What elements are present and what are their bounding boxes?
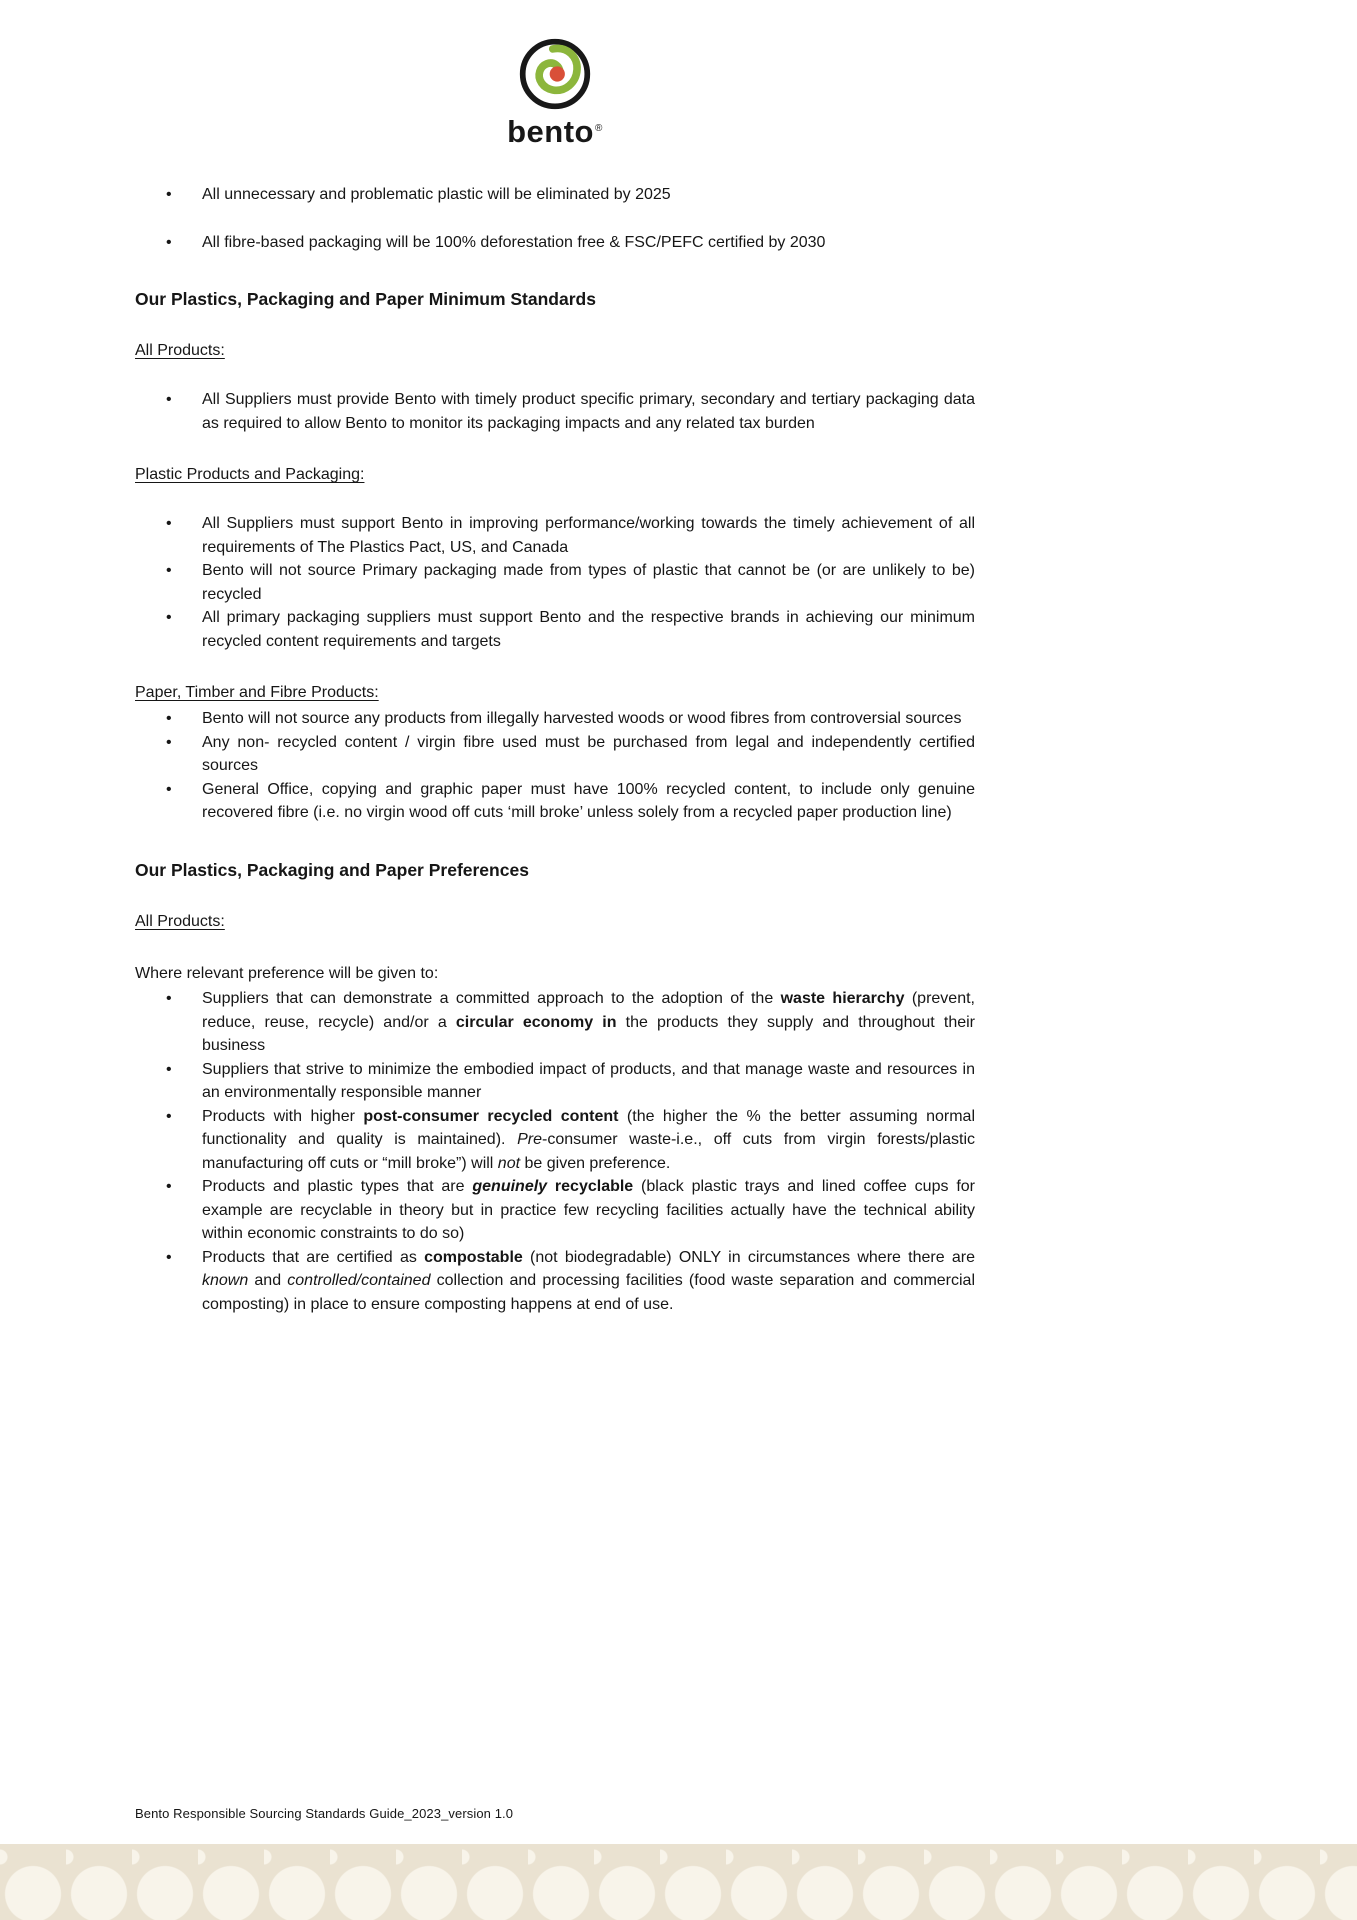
text-run: All unnecessary and problematic plastic will be eliminated by 2025 [202,186,671,203]
text-run: the products they supply and throughout their business [202,1013,976,1054]
text-run: All Suppliers must provide Bento with timely product specific primary, secondary and tertiary packaging data as required to allow Bento to monitor its packaging impacts and any related tax burden [202,391,975,432]
bullet-list [135,512,975,653]
bullet-item [135,707,975,731]
page-footer: Bento Responsible Sourcing Standards Guide_2023_version 1.0 [135,1806,514,1821]
section-heading: Our Plastics, Packaging and Paper Preferences [135,859,529,880]
text-run: (the higher the % the better assuming normal functionality and quality is maintained). [202,1107,975,1148]
bento-swirl-logo-icon [517,36,593,112]
subsection-heading: All Products: [135,342,225,359]
bullet-item [135,559,975,606]
text-run: All Suppliers must support Bento in improving performance/working towards the timely achievement of all requirements of The Plastics Pact, US, and Canada [202,515,975,556]
text-run: recyclable [554,1178,634,1195]
subsection-heading: All Products: [135,912,225,930]
bullet-item [135,1058,975,1105]
text-run [547,1178,555,1195]
text-run: Any non- recycled content / virgin fibre used must be purchased from legal and independently certified sources [202,733,975,774]
text-run: (not biodegradable) ONLY in circumstances where there are [522,1248,975,1266]
text-run: Bento will not source Primary packaging made from types of plastic that cannot be (or are unlikely to be) recycled [202,562,975,603]
text-run: Products and plastic types that are [202,1178,473,1195]
text-run: known [202,1272,249,1289]
text-run: not [497,1154,521,1172]
text-run: Suppliers that can demonstrate a committed approach to the adoption of the [202,990,781,1007]
bullet-item [135,1246,975,1317]
text-run: -consumer waste-i.e., off cuts from virgin forests/plastic manufacturing off cuts or “mill broke”) will [202,1131,976,1172]
bullet-item [135,987,975,1058]
bullet-list [135,987,975,1316]
bullet-item [135,1175,975,1246]
text-run: waste hierarchy [780,990,905,1007]
bullet-list [135,388,975,435]
document-body [135,158,975,1316]
bullet-item [135,512,975,559]
subsection-heading: Paper, Timber and Fibre Products: [135,684,379,701]
text-run: collection and processing facilities (food waste separation and commercial composting) in place to ensure composting happens at end of use. [202,1272,976,1313]
text-run: compostable [424,1248,523,1266]
text-run: Products that are certified as [202,1248,425,1266]
bullet-list [135,183,975,254]
bullet-item [135,731,975,778]
bullet-item [135,183,975,207]
text-run: post-consumer recycled content [363,1107,619,1125]
text-run: All primary packaging suppliers must support Bento and the respective brands in achieving our minimum recycled content requirements and targets [202,609,975,650]
bullet-item [135,606,975,653]
brand-logo [135,36,975,150]
bullet-item [135,1105,975,1176]
brand-name: bento [507,114,594,149]
subsection-heading: Plastic Products and Packaging: [135,466,365,483]
text-run: and [248,1272,288,1289]
text-run: All fibre-based packaging will be 100% deforestation free & FSC/PEFC certified by 2030 [202,233,826,251]
brand-wordmark [135,114,975,150]
text-run: circular economy in [455,1013,617,1031]
decorative-dots-border [0,1844,1357,1920]
trademark-symbol: ® [595,122,603,134]
text-run: Bento will not source any products from illegally harvested woods or wood fibres from controversial sources [202,710,962,727]
text-run: controlled/contained [287,1272,431,1289]
bullet-item [135,778,975,825]
bullet-list [135,707,975,825]
text-run: Products with higher [202,1107,364,1125]
bullet-item [135,231,975,255]
text-run: (black plastic trays and lined coffee cups for example are recyclable in theory but in practice few recycling facilities actually have the technical ability within economic constraints to do so) [202,1178,976,1242]
text-run: General Office, copying and graphic paper must have 100% recycled content, to include only genuine recovered fibre (i.e. no virgin wood off cuts ‘mill broke’ unless solely from a recycled paper production line) [202,780,975,821]
bullet-item [135,388,975,435]
section-heading: Our Plastics, Packaging and Paper Minimum Standards [135,289,596,309]
paragraph: Where relevant preference will be given to: [135,964,439,982]
text-run: genuinely [472,1178,548,1195]
text-run: (prevent, reduce, reuse, recycle) and/or a [202,990,975,1031]
text-run: Pre [517,1131,542,1148]
text-run: be given preference. [520,1154,671,1172]
text-run: Suppliers that strive to minimize the embodied impact of products, and that manage waste and resources in an environmentally responsible manner [202,1060,975,1101]
